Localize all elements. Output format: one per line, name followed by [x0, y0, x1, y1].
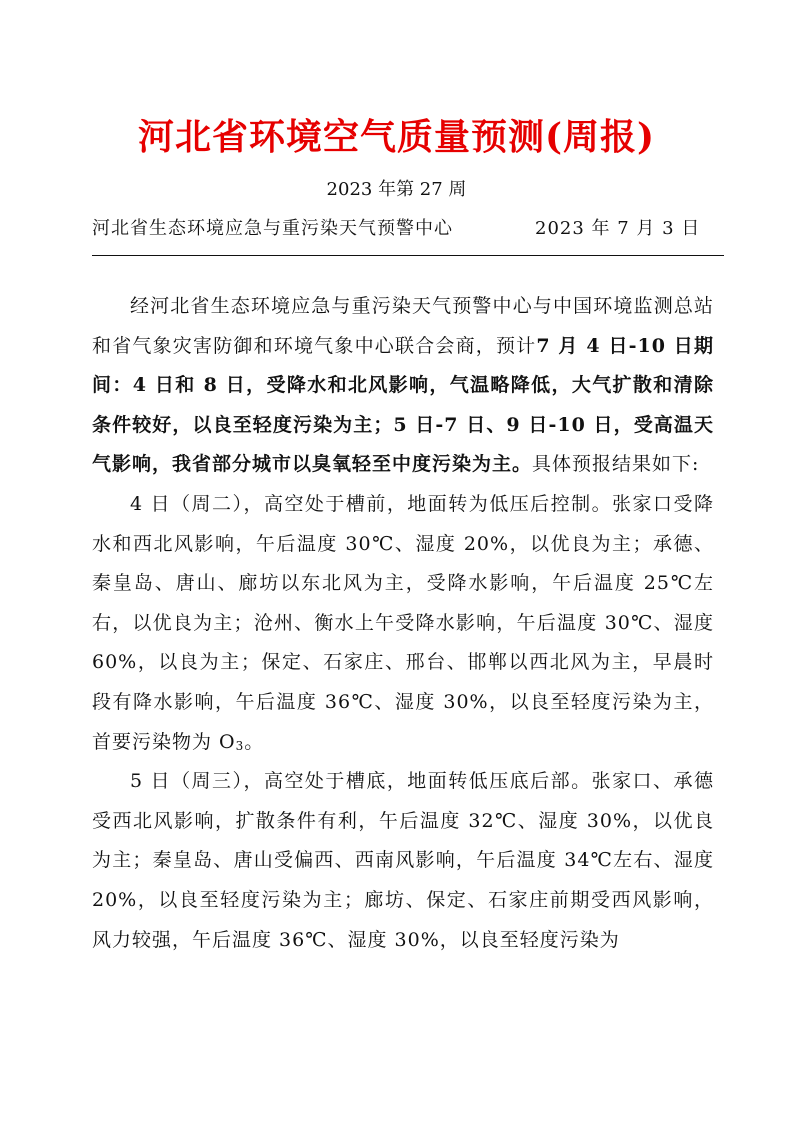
day5-paragraph: [92, 762, 714, 960]
intro-text: 经河北省生态环境应急与重污染天气预警中心与中国环境监测总站和省气象灾害防御和环境气象中心联合会商，预计: [92, 295, 714, 357]
issue-date: 2023 年 7 月 3 日: [535, 218, 701, 239]
issue-number: 2023 年第 27 周: [326, 179, 467, 200]
document-body: [92, 287, 714, 960]
issuer: 河北省生态环境应急与重污染天气预警中心: [92, 218, 453, 239]
intro-forecast-summary: 7 月 4 日-10 日期间：4 日和 8 日，受降水和北风影响，气温略降低，大气扩散和清除条件较好，以良至轻度污染为主；5 日-7 日、9 日-10 日，受高温天气影响，我省部分城市以臭氧轻至中度污染为主。: [92, 334, 714, 476]
intro-closing: 具体预报结果如下:: [532, 453, 700, 476]
ozone-subscript: 3: [235, 738, 245, 753]
page-title: 河北省环境空气质量预测(周报): [137, 116, 656, 158]
day5-text: 5 日（周三），高空处于槽底，地面转低压底后部。张家口、承德受西北风影响，扩散条件有利，午后温度 32℃、湿度 30%，以优良为主；秦皇岛、唐山受偏西、西南风影响，午后温度 34℃左右、湿度 20%，以良至轻度污染为主；廊坊、保定、石家庄前期受西风影响，风力较强，午后温度 36℃、湿度 30%，以良至轻度污染为: [92, 770, 714, 951]
intro-paragraph: [92, 287, 714, 485]
issuer-row: [92, 215, 722, 245]
day4-end: 。: [244, 730, 265, 753]
header-divider: [92, 255, 724, 256]
day4-text: 4 日（周二），高空处于槽前，地面转为低压后控制。张家口受降水和西北风影响，午后温度 30℃、湿度 20%，以优良为主；承德、秦皇岛、唐山、廊坊以东北风为主，受降水影响，午后温度 25℃左右，以优良为主；沧州、衡水上午受降水影响，午后温度 30℃、湿度 60%，以良为主；保定、石家庄、邢台、邯郸以西北风为主，早晨时段有降水影响，午后温度 36℃、湿度 30%，以良至轻度污染为主，首要污染物为 O: [92, 492, 714, 753]
day4-paragraph: [92, 485, 714, 762]
